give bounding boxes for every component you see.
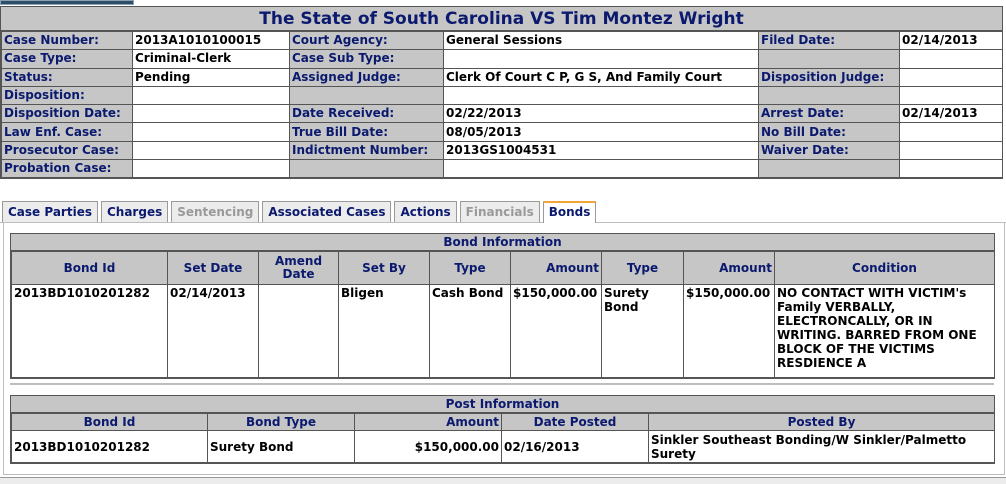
section-divider — [10, 383, 994, 385]
post-information-table — [11, 413, 995, 463]
tab-charges[interactable]: Charges — [101, 201, 168, 222]
col-post-amount: Amount — [355, 414, 502, 431]
col-posted-by: Posted By — [649, 414, 995, 431]
type-2-cell: Surety Bond — [602, 285, 684, 378]
col-amount: Amount — [511, 252, 602, 285]
tab-financials: Financials — [460, 201, 540, 222]
court-agency-label: Court Agency: — [290, 32, 444, 50]
court-agency-value: General Sessions — [444, 32, 759, 50]
assigned-judge-label: Assigned Judge: — [290, 68, 444, 86]
col-bond-type: Bond Type — [208, 414, 355, 431]
case-number-value: 2013A1010100015 — [133, 32, 290, 50]
status-value: Pending — [133, 68, 290, 86]
empty-value — [444, 86, 759, 104]
indictment-number-value: 2013GS1004531 — [444, 141, 759, 159]
condition-cell: NO CONTACT WITH VICTIM's Family VERBALLY, ELECTRONCALLY, OR IN WRITING. BARRED FROM ONE BLOCK OF THE VICTIMS RESDIENCE A — [775, 285, 995, 378]
disposition-judge-label: Disposition Judge: — [759, 68, 900, 86]
col-amend-date: Amend Date — [259, 252, 339, 285]
no-bill-date-value — [900, 123, 1003, 141]
empty-label — [290, 160, 444, 178]
col-set-date: Set Date — [168, 252, 259, 285]
set-date-cell: 02/14/2013 — [168, 285, 259, 378]
arrest-date-value: 02/14/2013 — [900, 105, 1003, 123]
tab-actions[interactable]: Actions — [394, 201, 456, 222]
panel-footer-bar — [0, 477, 1006, 484]
empty-value — [444, 160, 759, 178]
table-row — [12, 431, 995, 463]
disposition-judge-value — [900, 68, 1003, 86]
case-type-label: Case Type: — [2, 50, 133, 68]
arrest-date-label: Arrest Date: — [759, 105, 900, 123]
empty-value — [900, 160, 1003, 178]
bond-id-cell: 2013BD1010201282 — [12, 285, 168, 378]
case-info-row — [2, 160, 1003, 178]
empty-label — [759, 50, 900, 68]
disposition-date-label: Disposition Date: — [2, 105, 133, 123]
case-info-row — [2, 32, 1003, 50]
law-enf-case-value — [133, 123, 290, 141]
tab-case-parties[interactable]: Case Parties — [2, 201, 98, 222]
prosecutor-case-value — [133, 141, 290, 159]
prosecutor-case-label: Prosecutor Case: — [2, 141, 133, 159]
probation-case-value — [133, 160, 290, 178]
empty-label — [290, 86, 444, 104]
amount-2-cell: $150,000.00 — [684, 285, 775, 378]
case-info-row — [2, 68, 1003, 86]
bond-information-section — [10, 233, 995, 379]
amount-cell: $150,000.00 — [511, 285, 602, 378]
case-info-row — [2, 123, 1003, 141]
post-bond-id-cell: 2013BD1010201282 — [12, 431, 208, 463]
type-cell: Cash Bond — [430, 285, 511, 378]
col-amount-2: Amount — [684, 252, 775, 285]
col-bond-id: Bond Id — [12, 252, 168, 285]
filed-date-value: 02/14/2013 — [900, 32, 1003, 50]
posted-by-cell: Sinkler Southeast Bonding/W Sinkler/Palmetto Surety — [649, 431, 995, 463]
case-info-row — [2, 141, 1003, 159]
date-received-label: Date Received: — [290, 105, 444, 123]
tab-bar — [2, 201, 599, 223]
empty-label — [759, 86, 900, 104]
empty-value — [900, 50, 1003, 68]
tab-bonds[interactable]: Bonds — [543, 201, 597, 224]
law-enf-case-label: Law Enf. Case: — [2, 123, 133, 141]
case-title: The State of South Carolina VS Tim Montez Wright — [1, 7, 1002, 31]
empty-value — [900, 86, 1003, 104]
indictment-number-label: Indictment Number: — [290, 141, 444, 159]
assigned-judge-value: Clerk Of Court C P, G S, And Family Court — [444, 68, 759, 86]
bond-information-title: Bond Information — [11, 234, 994, 251]
set-by-cell: Bligen — [339, 285, 430, 378]
no-bill-date-label: No Bill Date: — [759, 123, 900, 141]
case-info-table — [1, 31, 1003, 178]
table-row — [12, 285, 995, 378]
post-amount-cell: $150,000.00 — [355, 431, 502, 463]
case-sub-type-value — [444, 50, 759, 68]
waiver-date-label: Waiver Date: — [759, 141, 900, 159]
case-info-row — [2, 86, 1003, 104]
date-received-value: 02/22/2013 — [444, 105, 759, 123]
col-post-bond-id: Bond Id — [12, 414, 208, 431]
disposition-date-value — [133, 105, 290, 123]
col-set-by: Set By — [339, 252, 430, 285]
post-header-row — [12, 414, 995, 431]
case-summary — [0, 6, 1003, 179]
empty-label — [759, 160, 900, 178]
col-date-posted: Date Posted — [502, 414, 649, 431]
window-tab-stub — [0, 0, 134, 5]
status-label: Status: — [2, 68, 133, 86]
date-posted-cell: 02/16/2013 — [502, 431, 649, 463]
case-info-row — [2, 50, 1003, 68]
case-number-label: Case Number: — [2, 32, 133, 50]
bond-type-cell: Surety Bond — [208, 431, 355, 463]
col-condition: Condition — [775, 252, 995, 285]
post-information-section — [10, 395, 995, 464]
col-type-2: Type — [602, 252, 684, 285]
filed-date-label: Filed Date: — [759, 32, 900, 50]
case-info-row — [2, 105, 1003, 123]
waiver-date-value — [900, 141, 1003, 159]
disposition-label: Disposition: — [2, 86, 133, 104]
disposition-value — [133, 86, 290, 104]
col-type: Type — [430, 252, 511, 285]
true-bill-date-label: True Bill Date: — [290, 123, 444, 141]
bond-header-row — [12, 252, 995, 285]
amend-date-cell — [259, 285, 339, 378]
tab-associated-cases[interactable]: Associated Cases — [262, 201, 391, 222]
case-type-value: Criminal-Clerk — [133, 50, 290, 68]
case-sub-type-label: Case Sub Type: — [290, 50, 444, 68]
tab-sentencing: Sentencing — [171, 201, 259, 222]
probation-case-label: Probation Case: — [2, 160, 133, 178]
post-information-title: Post Information — [11, 396, 994, 413]
true-bill-date-value: 08/05/2013 — [444, 123, 759, 141]
bond-information-table — [11, 251, 995, 378]
